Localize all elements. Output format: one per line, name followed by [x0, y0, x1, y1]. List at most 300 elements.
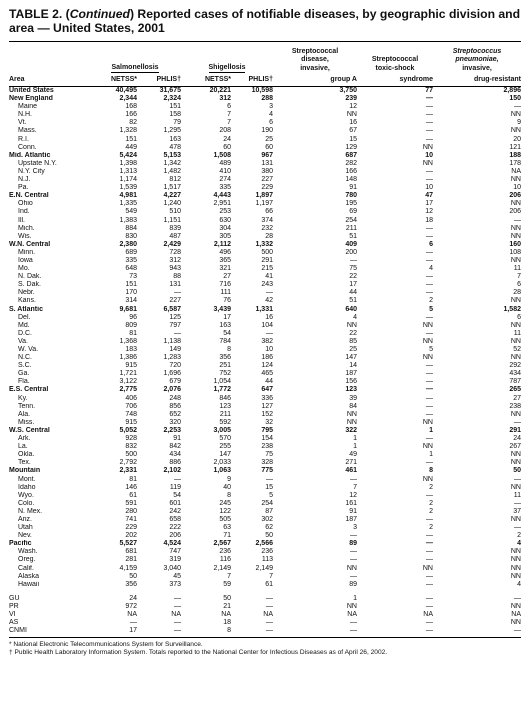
area-cell: N. Dak.	[18, 273, 42, 281]
table-bottom-rule	[9, 637, 521, 638]
area-cell: Upstate N.Y.	[18, 159, 57, 167]
salm-phlis-cell: 163	[169, 135, 181, 143]
toxic-shock-cell: —	[426, 273, 433, 281]
shig-phlis-cell: 967	[261, 151, 273, 159]
shig-phlis-header: PHLIS†	[248, 76, 273, 83]
shig-phlis-cell: 75	[265, 451, 273, 459]
salm-phlis-cell: —	[174, 329, 181, 337]
salm-phlis-cell: —	[174, 289, 181, 297]
shig-phlis-cell: 647	[261, 386, 273, 394]
salm-phlis-header: PHLIS†	[156, 76, 181, 83]
table-row	[9, 144, 521, 152]
table-row	[9, 265, 521, 273]
salm-netss-cell: NA	[127, 611, 137, 618]
salm-netss-cell: 168	[125, 103, 137, 111]
salm-phlis-cell: —	[174, 475, 181, 483]
salm-netss-cell: 4,981	[119, 192, 137, 200]
pneumoniae-drug-resistant-cell: 108	[509, 248, 521, 256]
area-cell: E.N. Central	[9, 192, 49, 200]
pneumoniae-drug-resistant-cell: —	[514, 475, 521, 483]
table-row	[9, 103, 521, 111]
area-cell: Maine	[18, 103, 38, 111]
shig-netss-cell: 111	[220, 289, 231, 297]
area-cell: N. Mex.	[18, 507, 43, 515]
toxic-shock-cell: —	[426, 232, 433, 240]
table-row	[9, 257, 521, 265]
toxic-shock-cell: —	[426, 532, 433, 540]
strep-group-a-cell: NN	[346, 111, 357, 119]
toxic-shock-cell: —	[426, 402, 433, 410]
toxic-shock-cell: 6	[429, 240, 433, 248]
pneumoniae-drug-resistant-cell: NN	[510, 410, 521, 418]
table-row	[9, 516, 521, 524]
toxic-shock-cell: —	[426, 602, 433, 610]
shig-phlis-cell: 500	[261, 248, 273, 256]
shig-phlis-cell: 229	[261, 184, 273, 192]
shig-phlis-cell: —	[266, 627, 273, 635]
shig-netss-cell: 496	[219, 248, 231, 256]
strep-group-a-cell: 7	[353, 483, 357, 491]
area-cell: Ark.	[18, 435, 31, 443]
toxic-shock-cell: —	[426, 548, 433, 556]
salm-netss-cell: 2,380	[119, 240, 137, 248]
table-row	[9, 233, 521, 241]
pneumoniae-drug-resistant-cell: —	[514, 418, 521, 426]
shig-phlis-cell: —	[266, 602, 273, 610]
shig-netss-cell: 76	[223, 297, 231, 305]
salm-netss-cell: 406	[125, 394, 137, 402]
toxic-shock-cell: —	[426, 135, 433, 143]
pneumoniae-drug-resistant-cell: 27	[513, 394, 521, 402]
salm-netss-cell: 146	[125, 483, 137, 491]
area-header: Area	[9, 76, 25, 83]
toxic-shock-cell: —	[426, 491, 433, 499]
toxic-shock-cell: —	[426, 111, 433, 119]
salm-netss-cell: —	[130, 619, 137, 627]
salm-netss-cell: 2,344	[119, 95, 137, 103]
shig-netss-cell: NA	[221, 611, 231, 618]
shig-phlis-cell: 380	[261, 167, 273, 175]
table-row	[9, 411, 521, 419]
division-row	[9, 427, 521, 435]
pneumoniae-drug-resistant-cell: 11	[513, 265, 521, 273]
strep-group-a-cell: NN	[346, 410, 357, 418]
pneumoniae-drug-resistant-cell: —	[514, 594, 521, 602]
salm-phlis-cell: 320	[169, 418, 181, 426]
salm-phlis-cell: 510	[169, 208, 181, 216]
pneumoniae-drug-resistant-cell: NN	[510, 619, 521, 627]
division-row	[9, 241, 521, 249]
table-row	[9, 459, 521, 467]
salm-phlis-cell: 478	[169, 143, 181, 151]
shig-phlis-cell: 6	[269, 119, 273, 127]
pneumoniae-drug-resistant-cell: NN	[510, 483, 521, 491]
area-cell: Vt.	[18, 119, 27, 127]
table-row	[9, 200, 521, 208]
strep-group-a-cell: 44	[349, 289, 357, 297]
shig-phlis-cell: 336	[261, 394, 273, 402]
salm-phlis-cell: 6,587	[163, 305, 181, 313]
table-row	[9, 281, 521, 289]
table-row	[9, 362, 521, 370]
pneumoniae-drug-resistant-cell: —	[514, 216, 521, 224]
shig-netss-cell: 3,005	[213, 426, 231, 434]
pneumoniae-drug-resistant-cell: NN	[510, 451, 521, 459]
salm-netss-cell: 183	[125, 346, 137, 353]
strep-group-a-cell: 15	[349, 135, 357, 143]
table-row	[9, 581, 521, 589]
area-cell: AS	[9, 619, 19, 627]
salm-phlis-cell: —	[174, 627, 181, 635]
salm-phlis-cell: 125	[169, 313, 181, 321]
salm-netss-cell: 741	[125, 515, 137, 523]
salm-netss-cell: 832	[125, 443, 137, 451]
pneumoniae-drug-resistant-cell: NN	[510, 564, 521, 572]
strep-group-a-cell: 409	[345, 240, 357, 248]
salm-phlis-cell: 3,040	[163, 564, 181, 572]
strep-group-a-cell: 84	[349, 402, 357, 410]
salm-netss-cell: 280	[125, 507, 137, 515]
shig-netss-cell: 2,033	[213, 459, 231, 467]
shig-phlis-cell: 152	[261, 410, 273, 418]
area-cell: Mass.	[18, 127, 37, 135]
strep-group-a-cell: NN	[346, 564, 357, 572]
shig-netss-cell: 2,567	[213, 540, 231, 548]
division-row	[9, 192, 521, 200]
area-cell: N.J.	[18, 176, 31, 184]
salm-phlis-cell: 1,240	[163, 200, 181, 208]
salm-netss-cell: 5,052	[119, 426, 137, 434]
salm-netss-cell: 17	[129, 627, 137, 635]
salm-netss-cell: 335	[125, 256, 137, 264]
salm-netss-cell: 706	[125, 402, 137, 410]
salm-phlis-cell: 886	[169, 459, 181, 467]
salm-netss-cell: 1,313	[119, 167, 137, 175]
pneumoniae-drug-resistant-cell: NN	[510, 548, 521, 556]
salm-netss-cell: 5,424	[119, 151, 137, 159]
strep-group-a-cell: —	[350, 532, 357, 540]
salm-netss-cell: 928	[125, 435, 137, 443]
toxic-shock-cell: NN	[422, 143, 433, 151]
shig-netss-cell: 255	[219, 443, 231, 451]
shig-phlis-cell: 154	[261, 435, 273, 443]
shig-phlis-cell: 3	[269, 103, 273, 111]
area-cell: Nebr.	[18, 289, 35, 297]
table-row	[9, 338, 521, 346]
area-cell: Wyo.	[18, 491, 34, 499]
strep-group-a-cell: —	[350, 548, 357, 556]
strep-group-a-cell: 39	[349, 394, 357, 402]
table-row	[9, 435, 521, 443]
toxic-shock-cell: 2	[429, 507, 433, 515]
area-cell: Del.	[18, 313, 31, 321]
table-row	[9, 346, 521, 354]
pneumoniae-drug-resistant-cell: 206	[509, 208, 521, 216]
toxic-shock-cell: 5	[429, 346, 433, 353]
salm-netss-cell: 2,792	[119, 459, 137, 467]
salm-phlis-cell: 4,524	[163, 540, 181, 548]
shig-phlis-cell: 44	[265, 378, 273, 386]
strep-group-a-cell: 12	[349, 103, 357, 111]
shig-phlis-cell: 1,331	[255, 305, 273, 313]
shig-phlis-cell: 10,598	[251, 87, 273, 94]
salm-phlis-cell: —	[174, 602, 181, 610]
shig-netss-cell: 123	[219, 402, 231, 410]
salm-phlis-cell: 2,253	[163, 426, 181, 434]
toxic-shock-cell: 8	[429, 467, 433, 475]
shig-netss-cell: 716	[219, 281, 231, 289]
pneumoniae-drug-resistant-cell: 9	[517, 119, 521, 127]
table-row	[9, 419, 521, 427]
shig-phlis-cell: —	[266, 289, 273, 297]
shig-phlis-cell: 87	[265, 507, 273, 515]
toxic-shock-cell: 18	[425, 216, 433, 224]
toxic-shock-cell: —	[426, 119, 433, 127]
toxic-shock-cell: —	[426, 256, 433, 264]
salm-phlis-cell: 119	[169, 483, 181, 491]
table-row	[9, 524, 521, 532]
shig-netss-cell: 630	[219, 216, 231, 224]
salm-netss-cell: 648	[125, 265, 137, 273]
table-row	[9, 127, 521, 135]
pneumoniae-drug-resistant-cell: NN	[510, 556, 521, 564]
shig-phlis-cell: 775	[261, 467, 273, 475]
shig-phlis-cell: 113	[261, 556, 273, 564]
salm-netss-cell: 73	[129, 273, 137, 281]
shig-phlis-cell: 4	[269, 111, 273, 119]
strep-group-a-cell: 85	[349, 337, 357, 345]
salm-phlis-cell: 1,283	[163, 354, 181, 362]
strep-group-a-cell: 161	[345, 499, 357, 507]
pneumoniae-drug-resistant-cell: NN	[510, 321, 521, 329]
division-row	[9, 95, 521, 103]
salm-phlis-cell: 856	[169, 402, 181, 410]
title-continued: Continued	[69, 7, 130, 21]
strep-group-a-cell: —	[350, 627, 357, 635]
table-row	[9, 370, 521, 378]
salm-netss-cell: 884	[125, 224, 137, 232]
toxic-shock-cell: —	[426, 329, 433, 337]
table-row	[9, 619, 521, 627]
area-cell: Oreg.	[18, 556, 36, 564]
toxic-shock-cell: NN	[422, 475, 433, 483]
table-row	[9, 136, 521, 144]
strep-group-a-cell: 12	[349, 491, 357, 499]
pneumoniae-drug-resistant-cell: 37	[513, 507, 521, 515]
salm-netss-cell: 681	[125, 548, 137, 556]
salm-phlis-cell: —	[174, 594, 181, 602]
strep-group-a-cell: —	[350, 572, 357, 580]
salm-phlis-cell: 2,102	[163, 467, 181, 475]
strep-group-a-cell: 147	[345, 354, 357, 362]
pneumoniae-drug-resistant-cell: —	[514, 499, 521, 507]
shig-phlis-cell: 1,897	[255, 192, 273, 200]
shig-netss-cell: 2,149	[213, 564, 231, 572]
toxic-shock-cell: 2	[429, 499, 433, 507]
shig-phlis-cell: 215	[261, 265, 273, 273]
table-row	[9, 289, 521, 297]
pneumoniae-drug-resistant-cell: 150	[509, 95, 521, 103]
shig-netss-cell: 40	[223, 483, 231, 491]
toxic-shock-cell: 4	[429, 265, 433, 273]
shig-netss-cell: 312	[219, 95, 231, 103]
area-cell: VI	[9, 611, 16, 618]
salm-netss-cell: 1,335	[119, 200, 137, 208]
table-row	[9, 476, 521, 484]
shig-phlis-cell: 254	[261, 499, 273, 507]
shig-netss-cell: 245	[219, 499, 231, 507]
area-cell: Va.	[18, 337, 28, 345]
area-cell: Conn.	[18, 143, 37, 151]
shig-netss-cell: 24	[223, 135, 231, 143]
strep-group-a-cell: 25	[349, 346, 357, 353]
shig-phlis-cell: 328	[261, 459, 273, 467]
salm-phlis-cell: 1,151	[163, 216, 181, 224]
salm-netss-cell: 972	[125, 602, 137, 610]
strep-group-a-cell: 3,750	[339, 87, 357, 94]
area-cell: New England	[9, 95, 53, 103]
shig-phlis-cell: 186	[261, 354, 273, 362]
toxic-shock-cell: 12	[425, 208, 433, 216]
area-cell: Mont.	[18, 475, 36, 483]
salm-phlis-cell: 812	[169, 176, 181, 184]
area-cell: Ohio	[18, 200, 33, 208]
footnote-phlis: † Public Health Laboratory Information System. Totals reported to the National Center for Infectious Diseases as of April 26, 2002.	[9, 649, 388, 657]
shig-netss-cell: 7	[227, 119, 231, 127]
shig-phlis-cell: —	[266, 475, 273, 483]
area-cell: S.C.	[18, 362, 32, 370]
shig-netss-cell: 7	[227, 111, 231, 119]
toxic-shock-cell: —	[426, 127, 433, 135]
table-row	[9, 314, 521, 322]
pneumoniae-drug-resistant-cell: 20	[513, 135, 521, 143]
shig-netss-cell: 3,439	[213, 305, 231, 313]
area-cell: Ariz.	[18, 515, 32, 523]
shig-netss-cell: 63	[223, 524, 231, 532]
toxic-shock-cell: —	[426, 540, 433, 548]
shig-phlis-cell: 124	[261, 362, 273, 370]
toxic-shock-cell: —	[426, 313, 433, 321]
shig-netss-cell: 1,054	[213, 378, 231, 386]
salm-phlis-cell: 434	[169, 451, 181, 459]
shig-phlis-cell: 16	[265, 313, 273, 321]
shig-netss-cell: 236	[219, 548, 231, 556]
salm-netss-cell: 1,174	[119, 176, 137, 184]
strep-group-a-cell: 91	[349, 507, 357, 515]
table-row	[9, 611, 521, 619]
strep-group-a-cell: 67	[349, 127, 357, 135]
toxic-shock-cell: NN	[422, 564, 433, 572]
shig-phlis-cell: 374	[261, 216, 273, 224]
salm-phlis-cell: 658	[169, 515, 181, 523]
pneumoniae-drug-resistant-cell: 6	[517, 281, 521, 289]
toxic-shock-cell: 1	[429, 451, 433, 459]
strep-group-a-cell: —	[350, 256, 357, 264]
shig-netss-cell: 20,221	[209, 87, 231, 94]
table-row	[9, 395, 521, 403]
salm-netss-cell: 809	[125, 321, 137, 329]
shig-phlis-cell: 236	[261, 548, 273, 556]
strep-group-a-cell: NN	[346, 321, 357, 329]
table-row	[9, 225, 521, 233]
salm-netss-cell: 151	[125, 135, 137, 143]
toxic-shock-cell: NN	[422, 354, 433, 362]
salm-phlis-cell: 1,482	[163, 167, 181, 175]
toxic-shock-cell: —	[426, 594, 433, 602]
strep-group-a-cell: 49	[349, 451, 357, 459]
strep-group-a-cell: 89	[349, 540, 357, 548]
strep-group-a-cell: 123	[345, 386, 357, 394]
area-cell: Utah	[18, 524, 33, 532]
pneumoniae-drug-resistant-cell: NA	[511, 167, 521, 175]
pneumoniae-drug-resistant-cell: NN	[510, 176, 521, 184]
strep-group-a-cell: 91	[349, 184, 357, 192]
strep-group-a-cell: 22	[349, 329, 357, 337]
salm-phlis-cell: 88	[173, 273, 181, 281]
salm-netss-cell: 166	[125, 111, 137, 119]
shig-netss-cell: 335	[219, 184, 231, 192]
area-cell: W.N. Central	[9, 240, 51, 248]
shig-phlis-cell: NA	[263, 611, 273, 618]
salm-netss-cell: 314	[125, 297, 137, 305]
area-cell: CNMI	[9, 627, 27, 635]
toxic-shock-cell: —	[426, 627, 433, 635]
pneumoniae-drug-resistant-cell: —	[514, 103, 521, 111]
strep-group-a-cell: 271	[345, 459, 357, 467]
pneumoniae-drug-resistant-cell: 2,896	[503, 87, 521, 94]
table-row	[9, 556, 521, 564]
area-cell: Pa.	[18, 184, 29, 192]
pneumoniae-drug-resistant-cell: 434	[509, 370, 521, 378]
salm-netss-cell: 81	[129, 329, 137, 337]
shig-phlis-cell: —	[266, 329, 273, 337]
salm-phlis-cell: 728	[169, 248, 181, 256]
salm-netss-cell: 1,721	[119, 370, 137, 378]
toxic-shock-cell: 10	[425, 151, 433, 159]
pneumoniae-drug-resistant-cell: 7	[517, 273, 521, 281]
shig-phlis-cell: 238	[261, 443, 273, 451]
salm-phlis-cell: 222	[169, 524, 181, 532]
area-cell: Nev.	[18, 532, 32, 540]
toxic-shock-cell: —	[426, 370, 433, 378]
shig-phlis-cell: 227	[261, 176, 273, 184]
shig-netss-cell: 8	[227, 491, 231, 499]
shig-netss-cell: 208	[219, 127, 231, 135]
salm-phlis-cell: 679	[169, 378, 181, 386]
shig-phlis-cell: 62	[265, 524, 273, 532]
salm-netss-cell: 24	[129, 594, 137, 602]
area-cell: D.C.	[18, 329, 32, 337]
pneumoniae-drug-resistant-cell: NN	[510, 111, 521, 119]
strep-group-a-cell: 16	[349, 119, 357, 127]
toxic-shock-cell: 77	[425, 87, 433, 94]
strep-group-a-cell: 1	[353, 435, 357, 443]
shig-phlis-cell: 288	[261, 95, 273, 103]
salm-netss-cell: 1,398	[119, 159, 137, 167]
shig-netss-cell: 2,951	[213, 200, 231, 208]
area-cell: Pacific	[9, 540, 32, 548]
shig-netss-cell: 7	[227, 572, 231, 580]
shig-phlis-cell: 127	[261, 402, 273, 410]
shig-netss-cell: 60	[223, 143, 231, 151]
salm-phlis-cell: 652	[169, 410, 181, 418]
salm-netss-cell: 2,775	[119, 386, 137, 394]
strep-header-l2: disease,	[301, 56, 329, 63]
table-row	[9, 403, 521, 411]
toxic-header-l3: syndrome	[399, 76, 433, 83]
shig-phlis-cell: 291	[261, 256, 273, 264]
strep-group-a-cell: 780	[345, 192, 357, 200]
